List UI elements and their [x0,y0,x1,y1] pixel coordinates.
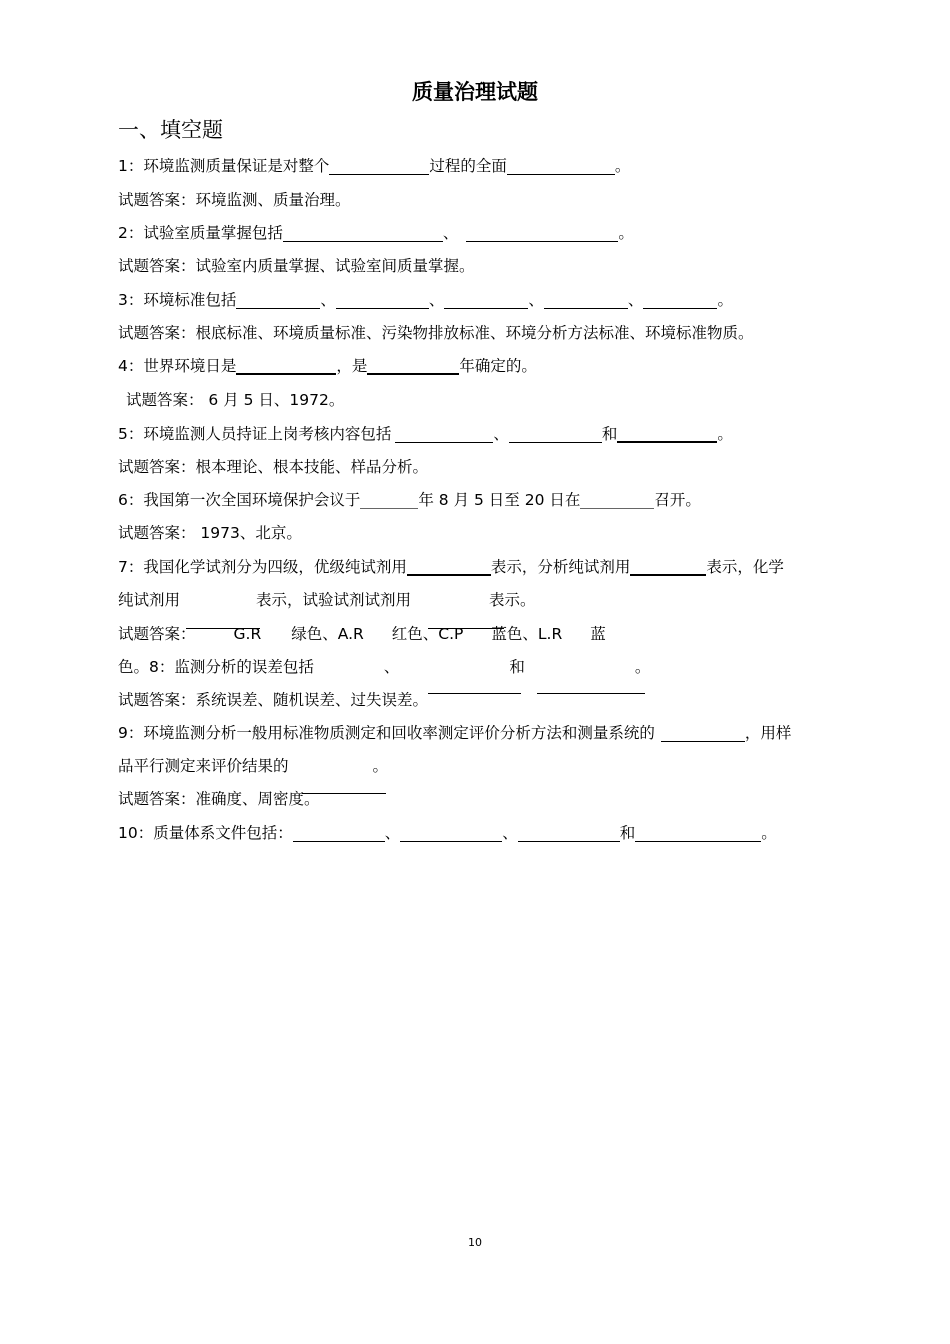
blank[interactable] [336,291,429,309]
stray-underline [428,628,504,629]
question-7-line-2: 纯试剂用 表示，试验试剂试剂用 表示。 [118,591,536,609]
section-heading: 一、填空题 [118,118,223,142]
blank[interactable] [544,291,628,309]
answer-6: 试题答案： 1973、北京。 [118,524,302,542]
question-4: 4：世界环境日是 ，是 年确定的。 [118,357,537,375]
blank[interactable] [293,824,385,842]
answer-9: 试题答案：准确度、周密度。 [118,790,320,808]
question-5: 5：环境监测人员持证上岗考核内容包括 、 和 。 [118,425,733,443]
stray-underline [186,628,260,629]
stray-underline [428,693,521,694]
blank[interactable] [509,425,602,443]
question-8: 色。8：监测分析的误差包括 、 和 。 [118,658,651,676]
answer-4: 试题答案： 6 月 5 日、1972。 [126,391,345,409]
blank[interactable] [466,224,618,242]
page-number: 10 [468,1236,482,1249]
blank[interactable] [507,157,615,175]
blank[interactable] [518,824,620,842]
question-9-line-1: 9：环境监测分析一般用标准物质测定和回收率测定评价分析方法和测量系统的 ，用样 [118,724,792,742]
answer-1: 试题答案：环境监测、质量治理。 [118,191,351,209]
blank[interactable] [635,824,761,842]
question-9-line-2: 品平行测定来评价结果的 。 [118,757,389,775]
answer-8: 试题答案：系统误差、随机误差、过失误差。 [118,691,429,709]
document-title: 质量治理试题 [412,80,538,104]
blank[interactable] [407,557,491,576]
stray-underline [537,693,645,694]
blank[interactable] [360,491,418,509]
question-6: 6：我国第一次全国环境保护会议于 年 8 月 5 日至 20 日在 召开。 [118,491,701,509]
answer-3: 试题答案：根底标准、环境质量标准、污染物排放标准、环境分析方法标准、环境标准物质。 [118,324,754,342]
blank[interactable] [630,557,706,576]
answer-5: 试题答案：根本理论、根本技能、样品分析。 [118,458,429,476]
stray-underline [302,793,386,794]
blank[interactable] [661,724,745,742]
blank[interactable] [643,291,717,309]
blank[interactable] [283,224,443,242]
question-10: 10：质量体系文件包括： 、 、 和 。 [118,824,777,842]
question-1: 1：环境监测质量保证是对整个 过程的全面 。 [118,157,631,175]
blank[interactable] [617,424,717,443]
blank[interactable] [236,356,336,375]
blank[interactable] [400,824,502,842]
blank[interactable] [395,425,493,443]
blank[interactable] [367,356,459,375]
blank[interactable] [444,291,528,309]
question-7-line-1: 7：我国化学试剂分为四级，优级纯试剂用 表示，分析纯试剂用 表示，化学 [118,558,784,576]
question-3: 3：环境标准包括 、 、 、 、 。 [118,291,733,309]
blank[interactable] [580,491,654,509]
answer-2: 试题答案：试验室内质量掌握、试验室间质量掌握。 [118,257,475,275]
blank[interactable] [329,157,429,175]
answer-7: 试题答案： G.R 绿色、A.R 红色、C.P 蓝色、L.R 蓝 [118,625,606,643]
blank[interactable] [236,291,320,309]
question-2: 2：试验室质量掌握包括 、 。 [118,224,634,242]
